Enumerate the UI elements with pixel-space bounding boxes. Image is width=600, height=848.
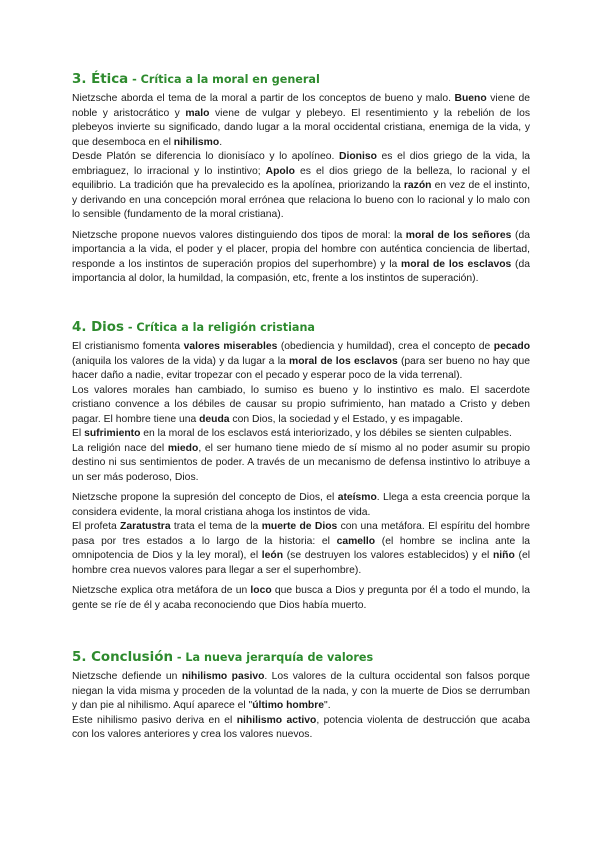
paragraph: El profeta Zaratustra trata el tema de la muerte de Dios con una metáfora. El espíritu del hombre pasa por tres estados a lo largo de la historia: el camello (el hombre se inclina ante la omnipotencia de Dios y la ley moral), el león (se destruyen los valores establecidos) y el niño (el hombre crea nuevos valores para llegar a ser el superhombre). [72,521,530,576]
paragraph: Los valores morales han cambiado, lo sumiso es bueno y lo instintivo es malo. El sacerdote cristiano convence a los débiles de causar su propio sufrimiento, han matado a Cristo y deben pagar. El hombre tiene una deuda con Dios, la sociedad y el Estado, y es impagable. [72,384,530,425]
paragraph: Nietzsche explica otra metáfora de un loco que busca a Dios y pregunta por él a todo el mundo, la gente se ríe de él y acaba reconociendo que Dios había muerto. [72,585,530,611]
section-heading: 5. Conclusión - La nueva jerarquía de valores [72,650,374,665]
paragraph: El cristianismo fomenta valores miserables (obediencia y humildad), crea el concepto de pecado (aniquila los valores de la vida) y da lugar a la moral de los esclavos (para ser bueno no hay que hacer daño a nadie, evitar tropezar con el pecado y esperar poco de la vida terrenal). [72,341,531,381]
section-etica [72,70,530,287]
section-heading: 4. Dios - Crítica a la religión cristiana [72,320,315,335]
paragraph: Este nihilismo pasivo deriva en el nihilismo activo, potencia violenta de destrucción que acaba con los valores anteriores y crea los valores nuevos. [72,714,530,740]
paragraph: El sufrimiento en la moral de los esclavos está interiorizado, y los débiles se sienten culpables. [72,428,512,439]
section-conclusion [72,648,530,743]
paragraph: Desde Platón se diferencia lo dionisíaco y lo apolíneo. Dioniso es el dios griego de la vida, la embriaguez, lo irracional y lo instintivo; Apolo es el dios griego de la belleza, lo racional y el equilibrio. La tradición que ha prevalecido es la apolínea, priorizando la razón en vez de el instinto, y derivando en una concepción moral errónea que relaciona lo bueno con lo racional y lo malo con lo sensible (fundamento de la moral cristiana). [72,151,530,220]
paragraph: La religión nace del miedo, el ser humano tiene miedo de sí mismo al no poder asumir su propio destino ni sus sentimientos de poder. A través de un mecanismo de defensa instintivo lo atribuye a un ser más poderoso, Dios. [72,442,530,483]
section-dios [72,318,530,613]
section-heading: 3. Ética - Crítica a la moral en general [72,72,320,87]
paragraph: Nietzsche propone nuevos valores distinguiendo dos tipos de moral: la moral de los señores (da importancia a la vida, el poder y el placer, propia del hombre con auténtica conciencia de libertad, responde a los instintos de superación propios del superhombre) y la moral de los esclavos (da importancia al dolor, la humildad, la compasión, etc, frente a los instintos de superación). [72,229,531,284]
paragraph: Nietzsche defiende un nihilismo pasivo. Los valores de la cultura occidental son falsos porque niegan la vida misma y proceden de la voluntad de la nada, y con la muerte de Dios se derrumban y dan pie al nihilismo. Aquí aparece el "último hombre". [72,671,531,711]
paragraph: Nietzsche propone la supresión del concepto de Dios, el ateísmo. Llega a esta creencia porque la considera evidente, la moral cristiana ahoga los instintos de vida. [72,492,530,518]
paragraph: Nietzsche aborda el tema de la moral a partir de los conceptos de bueno y malo. Bueno viene de noble y aristocrático y malo viene de vulgar y plebeyo. El resentimiento y la rebelión de los plebeyos invierte su significado, dando lugar a la moral occidental cristiana, enemiga de la vida, y que desemboca en el nihilismo. [72,93,530,148]
